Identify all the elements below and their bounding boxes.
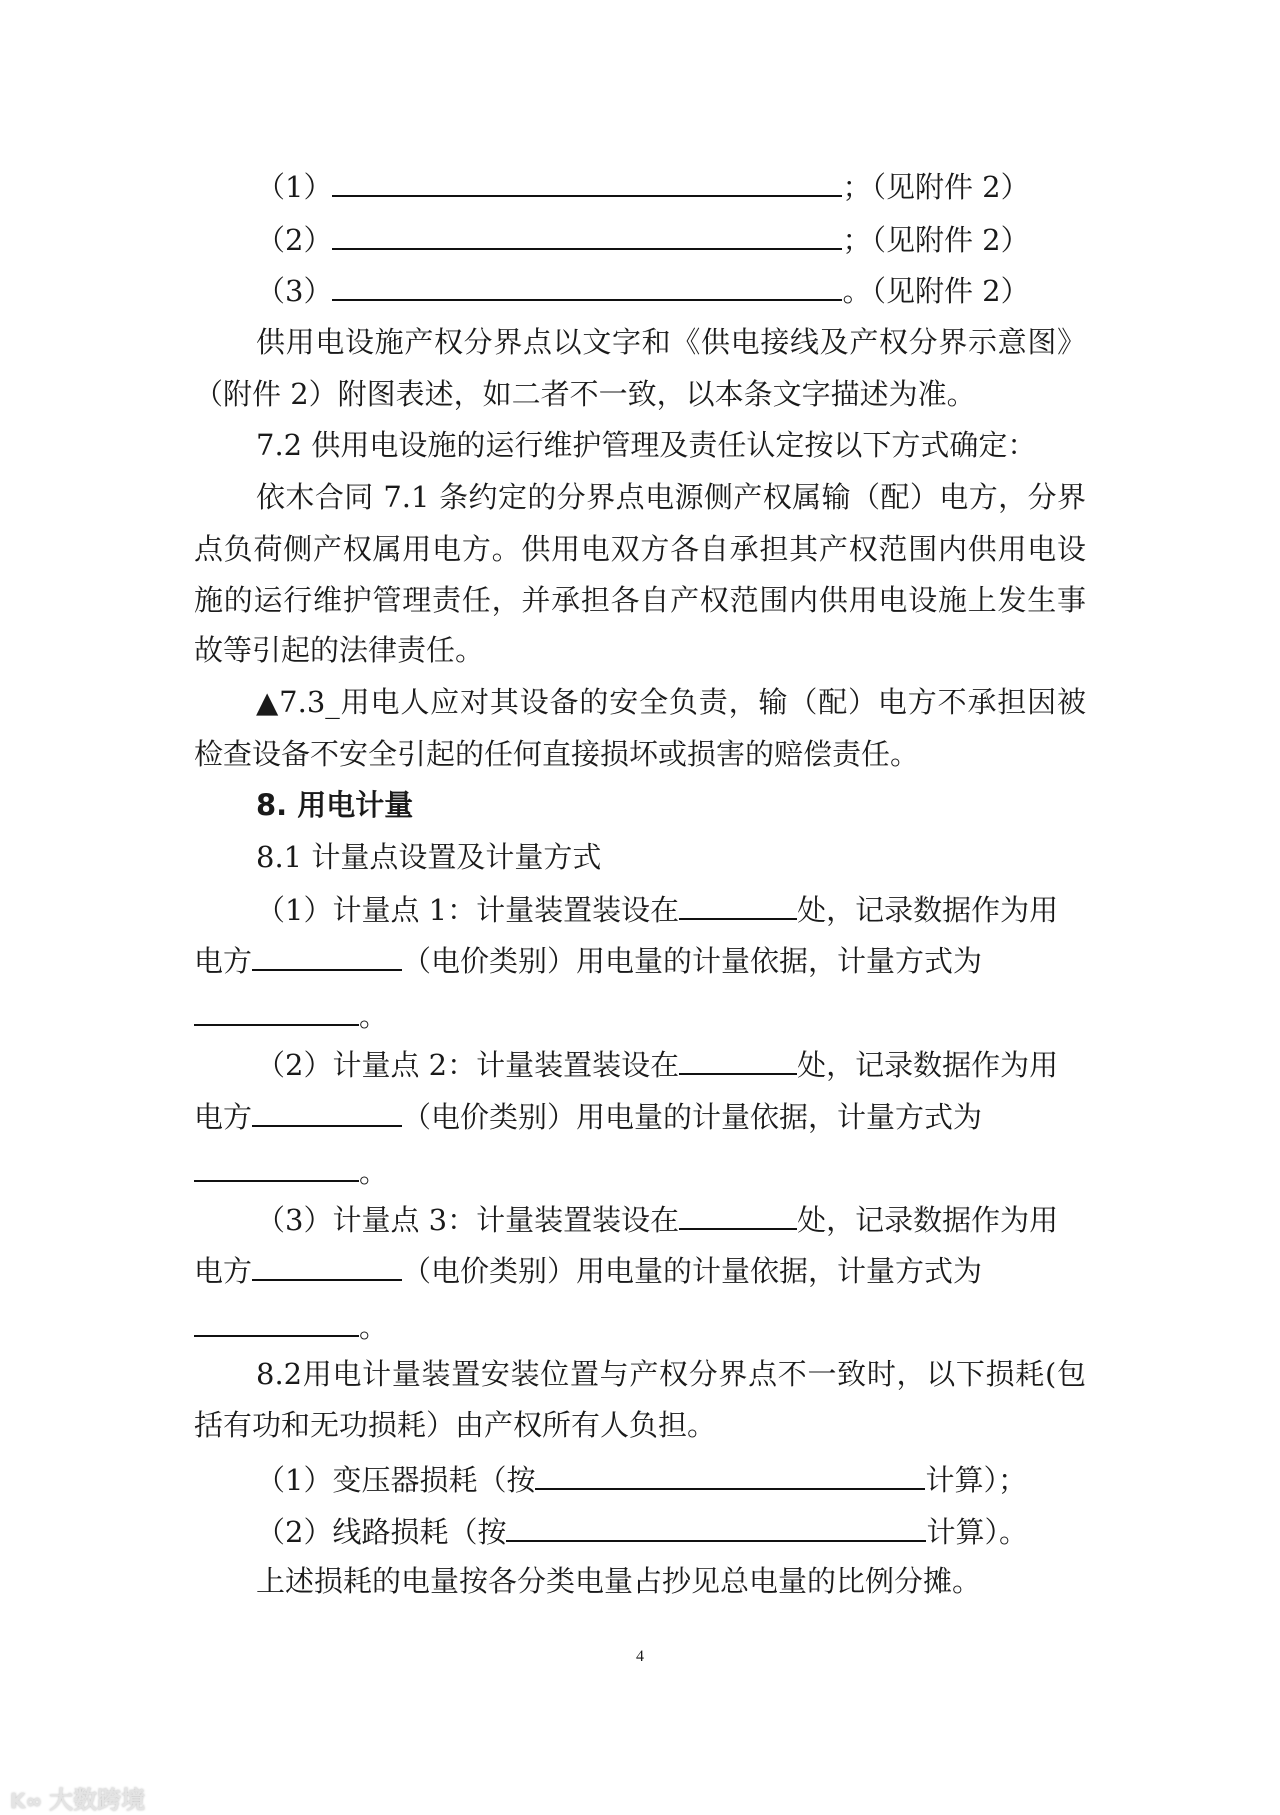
paragraph-line: 点负荷侧产权属用电方。供用电双方各自承担其产权范围内供用电设 [194, 532, 1086, 566]
method-blank[interactable] [194, 994, 359, 1026]
blank-item-2 [256, 218, 1086, 258]
text: （电价类别）用电量的计量依据，计量方式为 [402, 944, 983, 978]
item-number: （1） [256, 170, 333, 204]
metering-point-3-line2 [194, 1249, 1086, 1289]
item-note: 。（见附件 2） [842, 274, 1030, 308]
text: （电价类别）用电量的计量依据，计量方式为 [402, 1100, 983, 1134]
metering-point-2-line2 [194, 1095, 1086, 1135]
metering-point-3 [256, 1198, 1086, 1238]
section-heading-8: 8. 用电计量 [256, 788, 414, 822]
fill-blank[interactable] [332, 218, 842, 250]
text: 处，记录数据作为用 [797, 893, 1059, 927]
text: 计算）； [925, 1463, 1027, 1497]
text: 。 [359, 999, 389, 1033]
paragraph-line: 检查设备不安全引起的任何直接损坏或损害的赔偿责任。 [194, 737, 920, 771]
text: （1）变压器损耗（按 [256, 1463, 536, 1497]
text: 电方 [194, 944, 253, 978]
watermark-logo: K∞ 大数跨境 [10, 1786, 146, 1814]
loss-line [256, 1510, 1086, 1550]
price-category-blank[interactable] [252, 1095, 402, 1127]
metering-point-1-line3 [194, 994, 1086, 1034]
method-blank[interactable] [194, 1150, 359, 1182]
text: 。 [359, 1155, 389, 1189]
text: 电方 [194, 1254, 253, 1288]
text: 计算）。 [926, 1515, 1028, 1549]
page-number: 4 [636, 1648, 644, 1665]
item-note: ；（见附件 2） [842, 170, 1030, 204]
location-blank[interactable] [679, 1043, 797, 1075]
fill-blank[interactable] [332, 269, 842, 301]
transformer-loss-blank[interactable] [535, 1458, 925, 1490]
blank-item-3 [256, 269, 1086, 309]
price-category-blank[interactable] [252, 1249, 402, 1281]
section-7-2: 7.2 供用电设施的运行维护管理及责任认定按以下方式确定： [256, 428, 1037, 462]
text: （3）计量点 3：计量装置装设在 [256, 1203, 680, 1237]
text: （2）计量点 2：计量装置装设在 [256, 1048, 680, 1082]
metering-point-3-line3 [194, 1305, 1086, 1345]
loss-transformer [256, 1458, 1086, 1498]
text: 。 [359, 1310, 389, 1344]
item-note: ；（见附件 2） [842, 223, 1030, 257]
paragraph-line: 施的运行维护管理责任，并承担各自产权范围内供用电设施上发生事 [194, 583, 1086, 617]
text: （1）计量点 1：计量装置装设在 [256, 893, 680, 927]
fill-blank[interactable] [332, 165, 842, 197]
text: 处，记录数据作为用 [797, 1203, 1059, 1237]
text: （电价类别）用电量的计量依据，计量方式为 [402, 1254, 983, 1288]
section-7-3: ▲7.3_用电人应对其设备的安全负责，输（配）电方不承担因被 [256, 685, 1086, 719]
text: （2）线路损耗（按 [256, 1515, 507, 1549]
paragraph-line: 供用电设施产权分界点以文字和《供电接线及产权分界示意图》 [256, 325, 1086, 359]
location-blank[interactable] [679, 1198, 797, 1230]
paragraph-line: 括有功和无功损耗）由产权所有人负担。 [194, 1408, 717, 1442]
section-8-2: 8.2用电计量装置安装位置与产权分界点不一致时，以下损耗(包 [256, 1357, 1086, 1391]
metering-point-2 [256, 1043, 1086, 1083]
paragraph-line: （附件 2）附图表述，如二者不一致，以本条文字描述为准。 [194, 377, 976, 411]
text: 电方 [194, 1100, 253, 1134]
paragraph-line: 故等引起的法律责任。 [194, 633, 485, 667]
line-loss-blank[interactable] [506, 1510, 926, 1542]
paragraph-line: 上述损耗的电量按各分类电量占抄见总电量的比例分摊。 [256, 1564, 982, 1598]
text: 处，记录数据作为用 [797, 1048, 1059, 1082]
watermark-text: 大数跨境 [49, 1786, 146, 1814]
item-number: （2） [256, 223, 333, 257]
metering-point-1-line2 [194, 939, 1086, 979]
paragraph-line: 依木合同 7.1 条约定的分界点电源侧产权属输（配）电方，分界 [256, 480, 1086, 514]
blank-item-1 [256, 165, 1086, 205]
item-number: （3） [256, 274, 333, 308]
metering-point-1 [256, 888, 1086, 928]
section-8-1: 8.1 计量点设置及计量方式 [256, 840, 602, 874]
location-blank[interactable] [679, 888, 797, 920]
metering-point-2-line3 [194, 1150, 1086, 1190]
price-category-blank[interactable] [252, 939, 402, 971]
method-blank[interactable] [194, 1305, 359, 1337]
